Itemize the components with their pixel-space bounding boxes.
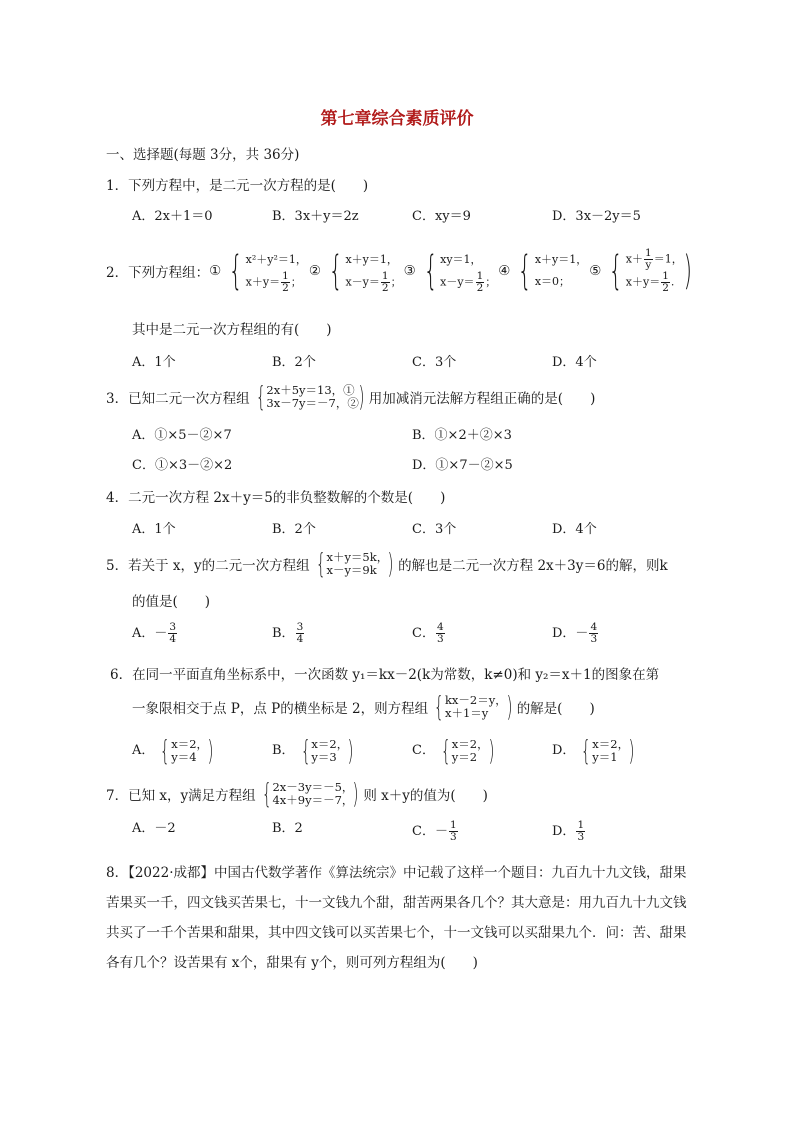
q4-options bbox=[132, 521, 692, 551]
page-title: 第七章综合素质评价 bbox=[320, 109, 474, 129]
q7-stem: 7．已知 x，y满足方程组 { 2x－3y＝－5， 4x＋9y＝－7， ) 则 x＋y的值为( ) bbox=[106, 777, 488, 810]
q3-option-b[interactable]: B．①×2＋②×3 bbox=[412, 428, 512, 443]
q6-option-a[interactable]: A． { x＝2， y＝4 ) bbox=[132, 734, 214, 767]
q1-option-a[interactable]: A．2x＋1＝0 bbox=[132, 209, 213, 224]
q1-option-b[interactable]: B．3x＋y＝2z bbox=[272, 209, 359, 224]
q2-mark-2: ② bbox=[308, 263, 322, 279]
q1-option-c[interactable]: C．xy＝9 bbox=[412, 209, 471, 224]
q2-option-b[interactable]: B．2个 bbox=[272, 355, 316, 370]
q6-options bbox=[132, 734, 692, 767]
q6-option-c[interactable]: C． { x＝2， y＝2 ) bbox=[412, 734, 495, 767]
q2-mark-3: ③ bbox=[403, 263, 416, 279]
q4-option-a[interactable]: A．1个 bbox=[132, 522, 176, 537]
q2-option-a[interactable]: A．1个 bbox=[132, 355, 176, 370]
q3-option-a[interactable]: A．①×5－②×7 bbox=[132, 428, 232, 443]
q2-option-d[interactable]: D．4个 bbox=[552, 355, 597, 370]
q2-stem bbox=[106, 248, 697, 294]
q2-mark-5: ⑤ bbox=[589, 263, 602, 279]
q2-system-3: { xy＝1， x－y＝ $\frac{1}{2}$ ； bbox=[423, 248, 497, 294]
q2-system-4: { x＋y＝1， x＝0； bbox=[518, 248, 588, 294]
q1-option-d[interactable]: D．3x－2y＝5 bbox=[552, 209, 641, 224]
q7-option-d[interactable]: D． $\frac{1}{3}$ bbox=[552, 819, 585, 843]
q1-stem: 1．下列方程中，是二元一次方程的是( ) bbox=[106, 178, 369, 194]
q2-line2: 其中是二元一次方程组的有( ) bbox=[132, 322, 332, 338]
q1-options bbox=[132, 208, 692, 238]
q5-stem: 5．若关于 x，y的二元一次方程组 { x＋y＝5k， x－y＝9k ) 的解也是二元一次方程 2x＋3y＝6的解，则k bbox=[106, 547, 668, 580]
section-heading: 一、选择题(每题 3分，共 36分) bbox=[106, 147, 300, 163]
q7-option-a[interactable]: A．－2 bbox=[132, 821, 176, 836]
q3-option-d[interactable]: D．①×7－②×5 bbox=[412, 458, 513, 473]
q2-system-2: { x＋y＝1， x－y＝ $\frac{1}{2}$ ； bbox=[328, 248, 402, 294]
q6-line2: 一象限相交于点 P，点 P的横坐标是 2，则方程组 { kx－2＝y， x＋1＝y ) 的解是( ) bbox=[132, 690, 595, 723]
q5-option-d[interactable]: D．－ $\frac{4}{3}$ bbox=[552, 621, 598, 645]
q2-option-c[interactable]: C．3个 bbox=[412, 355, 457, 370]
q6-option-b[interactable]: B． { x＝2， y＝3 ) bbox=[272, 734, 354, 767]
q2-mark-4: ④ bbox=[498, 263, 511, 279]
q3-options-row2 bbox=[132, 457, 692, 487]
q7-options bbox=[132, 820, 692, 850]
q2-system-1: { x²＋y²＝1， x＋y＝ $\frac{1}{2}$ ； bbox=[228, 248, 307, 294]
q3-stem: 3．已知二元一次方程组 { 2x＋5y＝13，① 3x－7y＝－7，② ) 用加减消元法解方程组正确的是( ) bbox=[106, 380, 596, 413]
q2-mark-1: ① bbox=[209, 263, 222, 279]
q6-line1: 6．在同一平面直角坐标系中，一次函数 y₁＝kx－2(k为常数，k≠0)和 y₂＝x＋1的图象在第 bbox=[110, 667, 660, 683]
q5-option-a[interactable]: A．－ $\frac{3}{4}$ bbox=[132, 621, 177, 645]
q2-prefix: 2．下列方程组： bbox=[106, 265, 210, 281]
q3-options-row1 bbox=[132, 427, 692, 457]
q4-stem: 4．二元一次方程 2x＋y＝5的非负整数解的个数是( ) bbox=[106, 490, 446, 506]
q2-options bbox=[132, 354, 692, 384]
q6-option-d[interactable]: D． { x＝2， y＝1 ) bbox=[552, 734, 635, 767]
q5-option-c[interactable]: C． $\frac{4}{3}$ bbox=[412, 621, 444, 645]
q3-option-c[interactable]: C．①×3－②×2 bbox=[132, 458, 233, 473]
q8-stem: 8．【2022·成都】中国古代数学著作《算法统宗》中记载了这样一个题目：九百九十九文钱，甜果苦果买一千，四文钱买苦果七，十一文钱九个甜，甜苦两果各几个？其大意是：用九百九十九文钱共买了一千个苦果和甜果，其中四文钱可以买苦果七个，十一文钱可以买甜果九个．问：苦、甜果各有几个？设苦果有 x个，甜果有 y个，则可列方程组为( ) bbox=[106, 865, 687, 971]
q7-option-b[interactable]: B．2 bbox=[272, 821, 303, 836]
q5-option-b[interactable]: B． $\frac{3}{4}$ bbox=[272, 621, 304, 645]
q7-option-c[interactable]: C．－ $\frac{1}{3}$ bbox=[412, 819, 457, 843]
q4-option-d[interactable]: D．4个 bbox=[552, 522, 597, 537]
q5-line2: 的值是( ) bbox=[132, 594, 211, 610]
q2-system-5: { x＋ $\frac{1}{y}$ ＝1， x＋y＝ $\frac{1}{2}$ . ) bbox=[609, 247, 692, 294]
q4-option-c[interactable]: C．3个 bbox=[412, 522, 457, 537]
q4-option-b[interactable]: B．2个 bbox=[272, 522, 316, 537]
q5-options bbox=[132, 622, 692, 652]
